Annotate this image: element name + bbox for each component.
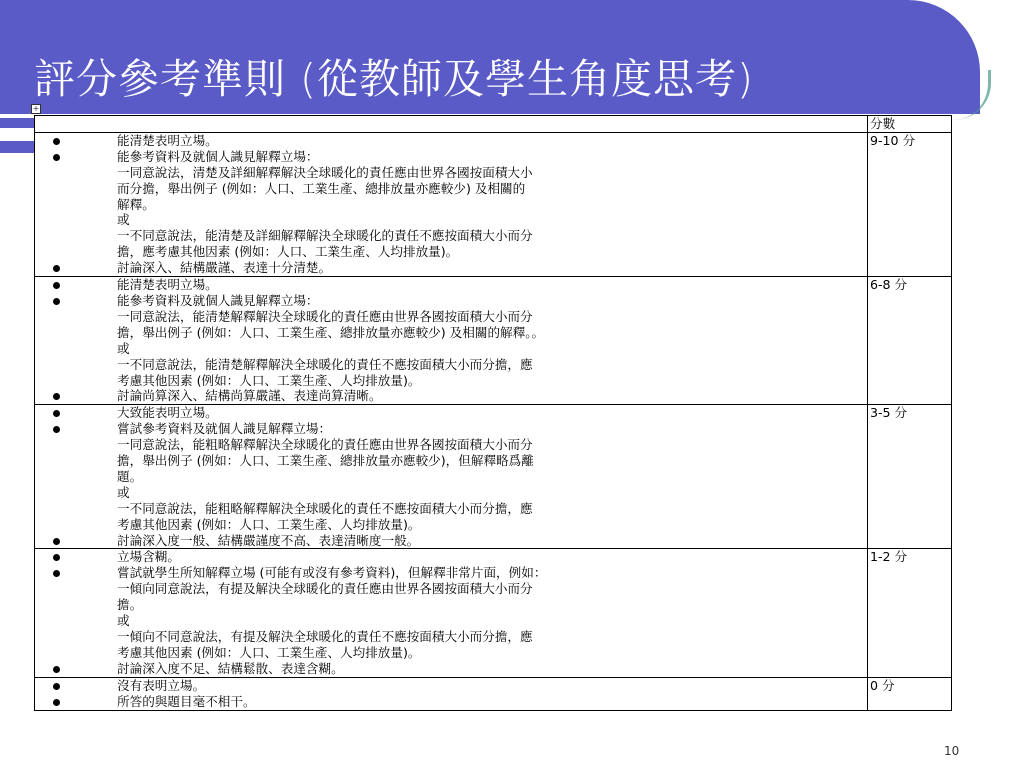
bullet-icon — [37, 277, 117, 293]
bullet-spacer — [37, 581, 117, 597]
criteria-line — [37, 277, 865, 293]
criteria-line — [37, 341, 865, 357]
criteria-text: 討論深入度一般、結構嚴謹度不高、表達清晰度一般。 — [117, 532, 420, 548]
bullet-icon — [37, 260, 117, 276]
criteria-text: 或 — [117, 484, 130, 500]
criteria-line — [37, 549, 865, 565]
criteria-cell — [35, 405, 868, 549]
criteria-line — [37, 565, 865, 581]
criteria-line — [37, 597, 865, 613]
criteria-text: 一同意說法，能清楚解釋解決全球暖化的責任應由世界各國按面積大小而分 — [117, 308, 533, 324]
criteria-text: 或 — [117, 613, 130, 629]
criteria-text: 嘗試就學生所知解釋立場 (可能有或沒有參考資料)，但解釋非常片面，例如： — [117, 565, 547, 581]
criteria-text: 一同意說法，能粗略解釋解決全球暖化的責任應由世界各國按面積大小而分 — [117, 437, 533, 453]
criteria-text: 大致能表明立場。 — [117, 405, 218, 421]
bullet-spacer — [37, 613, 117, 629]
criteria-text: 擔，應考慮其他因素 (例如：人口、工業生產、人均排放量)。 — [117, 244, 459, 260]
criteria-line — [37, 293, 865, 309]
bullet-spacer — [37, 469, 117, 485]
criteria-line — [37, 244, 865, 260]
criteria-line — [37, 165, 865, 181]
criteria-text: 一傾向同意說法，有提及解決全球暖化的責任應由世界各國按面積大小而分 — [117, 581, 533, 597]
criteria-text: 討論深入度不足、結構鬆散、表達含糊。 — [117, 660, 344, 676]
table-row — [35, 405, 952, 549]
table-header-row — [35, 116, 952, 133]
criteria-line — [37, 260, 865, 276]
criteria-line — [37, 645, 865, 661]
banner-decoration — [954, 70, 991, 120]
table-row — [35, 132, 952, 276]
criteria-text: 解釋。 — [117, 196, 155, 212]
criteria-line — [37, 533, 865, 549]
criteria-line — [37, 629, 865, 645]
left-accent-bar — [0, 118, 34, 128]
criteria-line — [37, 694, 865, 710]
bullet-icon — [37, 421, 117, 437]
criteria-text: 而分擔，舉出例子 (例如：人口、工業生產、總排放量亦應較少) 及相關的 — [117, 180, 526, 196]
bullet-spacer — [37, 181, 117, 197]
criteria-text: 一同意說法，清楚及詳細解釋解決全球暖化的責任應由世界各國按面積大小 — [117, 164, 533, 180]
criteria-text: 題。 — [117, 468, 143, 484]
bullet-icon — [37, 678, 117, 694]
criteria-text: 能清楚表明立場。 — [117, 277, 218, 293]
table-move-handle-icon[interactable]: + — [32, 104, 40, 113]
criteria-line — [37, 197, 865, 213]
criteria-line — [37, 212, 865, 228]
criteria-line — [37, 437, 865, 453]
bullet-spacer — [37, 357, 117, 373]
bullet-icon — [37, 388, 117, 404]
score-cell: 3-5 分 — [867, 405, 951, 549]
criteria-line — [37, 581, 865, 597]
criteria-line — [37, 133, 865, 149]
criteria-line — [37, 149, 865, 165]
criteria-line — [37, 357, 865, 373]
criteria-line — [37, 661, 865, 677]
table-row — [35, 277, 952, 405]
criteria-text: 一傾向不同意說法，有提及解決全球暖化的責任不應按面積大小而分擔，應 — [117, 629, 533, 644]
criteria-text: 嘗試參考資料及就個人識見解釋立場： — [117, 421, 332, 437]
criteria-cell — [35, 132, 868, 276]
bullet-spacer — [37, 373, 117, 389]
criteria-cell — [35, 277, 868, 405]
criteria-text: 沒有表明立場。 — [117, 677, 206, 693]
criteria-text: 擔。 — [117, 597, 143, 613]
criteria-text: 考慮其他因素 (例如：人口、工業生產、人均排放量)。 — [117, 644, 421, 660]
criteria-text: 考慮其他因素 (例如：人口、工業生產、人均排放量)。 — [117, 516, 421, 532]
criteria-line — [37, 421, 865, 437]
page-number: 10 — [944, 744, 960, 758]
bullet-spacer — [37, 212, 117, 228]
bullet-spacer — [37, 228, 117, 244]
score-cell: 0 分 — [867, 677, 951, 710]
bullet-icon — [37, 293, 117, 309]
bullet-spacer — [37, 341, 117, 357]
bullet-icon — [37, 149, 117, 165]
bullet-spacer — [37, 325, 117, 341]
table-row — [35, 549, 952, 677]
score-cell: 9-10 分 — [867, 132, 951, 276]
criteria-text: 擔，舉出例子 (例如：人口、工業生產、總排放量亦應較少) 及相關的解釋。。 — [117, 324, 545, 340]
criteria-line — [37, 181, 865, 197]
criteria-text: 擔，舉出例子 (例如：人口、工業生產、總排放量亦應較少)，但解釋略爲離 — [117, 453, 534, 469]
score-cell: 1-2 分 — [867, 549, 951, 677]
criteria-line — [37, 453, 865, 469]
criteria-line — [37, 373, 865, 389]
bullet-spacer — [37, 165, 117, 181]
bullet-spacer — [37, 244, 117, 260]
score-cell: 6-8 分 — [867, 277, 951, 405]
bullet-icon — [37, 661, 117, 677]
bullet-spacer — [37, 501, 117, 517]
bullet-icon — [37, 694, 117, 710]
criteria-text: 能參考資料及就個人識見解釋立場： — [117, 292, 319, 308]
criteria-line — [37, 501, 865, 517]
criteria-line — [37, 678, 865, 694]
slide-title: 評分參考準則 (從教師及學生角度思考) — [34, 55, 755, 103]
rubric-table — [34, 115, 952, 711]
criteria-text: 立場含糊。 — [117, 549, 180, 565]
bullet-icon — [37, 549, 117, 565]
criteria-line — [37, 228, 865, 244]
score-header-cell: 分數 — [867, 116, 951, 133]
bullet-icon — [37, 133, 117, 149]
criteria-text: 一不同意說法，能粗略解釋解決全球暖化的責任不應按面積大小而分擔，應 — [117, 500, 533, 516]
bullet-spacer — [37, 453, 117, 469]
criteria-text: 能參考資料及就個人識見解釋立場： — [117, 148, 319, 164]
bullet-icon — [37, 405, 117, 421]
criteria-line — [37, 469, 865, 485]
criteria-text: 或 — [117, 340, 130, 356]
bullet-spacer — [37, 437, 117, 453]
bullet-icon — [37, 565, 117, 581]
criteria-text: 討論尚算深入、結構尚算嚴謹、表達尚算清晰。 — [117, 388, 382, 404]
bullet-spacer — [37, 597, 117, 613]
bullet-spacer — [37, 309, 117, 325]
bullet-spacer — [37, 645, 117, 661]
bullet-icon — [37, 533, 117, 549]
criteria-line — [37, 485, 865, 501]
criteria-cell — [35, 549, 868, 677]
criteria-text: 所答的與題目毫不相干。 — [117, 693, 256, 709]
bullet-spacer — [37, 517, 117, 533]
criteria-cell — [35, 677, 868, 710]
criteria-line — [37, 325, 865, 341]
bullet-spacer — [37, 629, 117, 645]
criteria-text: 考慮其他因素 (例如：人口、工業生產、人均排放量)。 — [117, 372, 421, 388]
criteria-header-cell — [35, 116, 868, 133]
criteria-line — [37, 405, 865, 421]
criteria-text: 討論深入、結構嚴謹、表達十分清楚。 — [117, 260, 332, 276]
bullet-spacer — [37, 197, 117, 213]
criteria-line — [37, 517, 865, 533]
criteria-text: 或 — [117, 212, 130, 228]
bullet-spacer — [37, 485, 117, 501]
criteria-text: 能清楚表明立場。 — [117, 132, 218, 148]
criteria-text: 一不同意說法，能清楚解釋解決全球暖化的責任不應按面積大小而分擔，應 — [117, 356, 533, 372]
criteria-line — [37, 309, 865, 325]
table-row — [35, 677, 952, 710]
criteria-text: 一不同意說法，能清楚及詳細解釋解決全球暖化的責任不應按面積大小而分 — [117, 228, 533, 244]
criteria-line — [37, 613, 865, 629]
criteria-line — [37, 388, 865, 404]
